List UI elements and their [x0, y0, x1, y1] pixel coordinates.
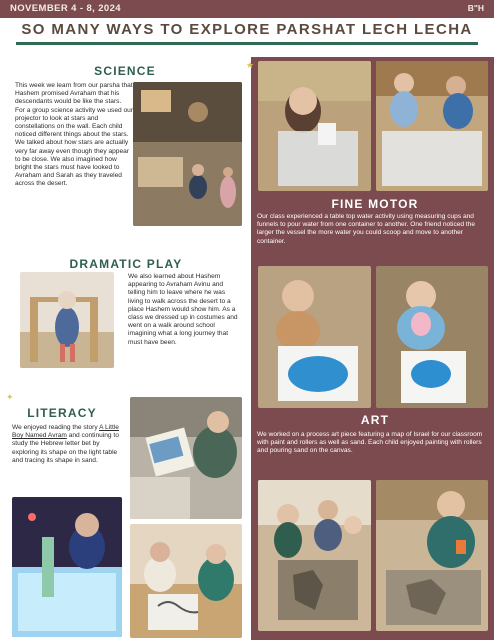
- dramatic-play-heading: DRAMATIC PLAY: [69, 257, 183, 271]
- science-photo: [133, 82, 242, 226]
- dramatic-play-text: We also learned about Hashem appearing to Avraham Avinu and telling him to leave where he was living to walk across the desert to a place Hashem would show him. As a class we dressed up in costumes and went on a walk around school imagining what a long journey that must have been.: [128, 273, 238, 346]
- art-painting-photo-2: [376, 266, 488, 408]
- art-heading: ART: [360, 413, 390, 427]
- literacy-text-before: We enjoyed reading the story: [12, 424, 100, 431]
- science-text: This week we learn from our parsha that Hashem promised Avraham that his descendants would be like the stars. For a group science activity we used our projector to look at stars and constellations on the wall. Each child noticed different things about the stars. We talked about how stars are actually very far away even though they appear to be close. We also imagined how bright the stars must have looked to Avraham and Sarah as they traveled across the desert.: [15, 82, 134, 188]
- literacy-reading-photo: [130, 397, 242, 519]
- science-heading: SCIENCE: [94, 64, 156, 78]
- star-icon: ★: [246, 60, 255, 70]
- art-sand-photo-2: [376, 480, 488, 631]
- fine-motor-text: Our class experienced a table top water activity using measuring cups and funnels to pour water from one container to another. One friend noticed the larger the vessel the more water you could scoop and move to another container.: [257, 213, 476, 245]
- literacy-text-after: and continuing to study the Hebrew letter bet by exploring its shape on the light table and tracing its shape in sand.: [12, 432, 119, 464]
- water-table-photo-1: [258, 61, 371, 191]
- fine-motor-heading: FINE MOTOR: [331, 197, 419, 211]
- science-text-top: [15, 82, 133, 189]
- art-painting-photo-1: [258, 266, 371, 408]
- dramatic-play-photo: [20, 272, 114, 368]
- star-icon: ✦: [6, 392, 14, 402]
- literacy-heading: LITERACY: [27, 406, 97, 420]
- literacy-text: [12, 424, 120, 465]
- sand-tracing-photo: [130, 524, 242, 638]
- book-title: A Little Boy Named Avram: [12, 424, 119, 440]
- newsletter-date: NOVEMBER 4 - 8, 2024: [10, 3, 121, 14]
- light-table-photo: [12, 497, 122, 637]
- page-title: SO MANY WAYS TO EXPLORE PARSHAT LECH LECHA: [21, 21, 473, 38]
- title-underline: [16, 42, 478, 45]
- water-table-photo-2: [376, 61, 488, 191]
- art-text: We worked on a process art piece featuring a map of Israel for our classroom with paint and rollers as well as sand. Each child enjoyed painting with rollers and pouring sand on the canvas.: [257, 431, 483, 455]
- bh-mark: B"H: [467, 3, 484, 13]
- art-sand-photo-1: [258, 480, 371, 631]
